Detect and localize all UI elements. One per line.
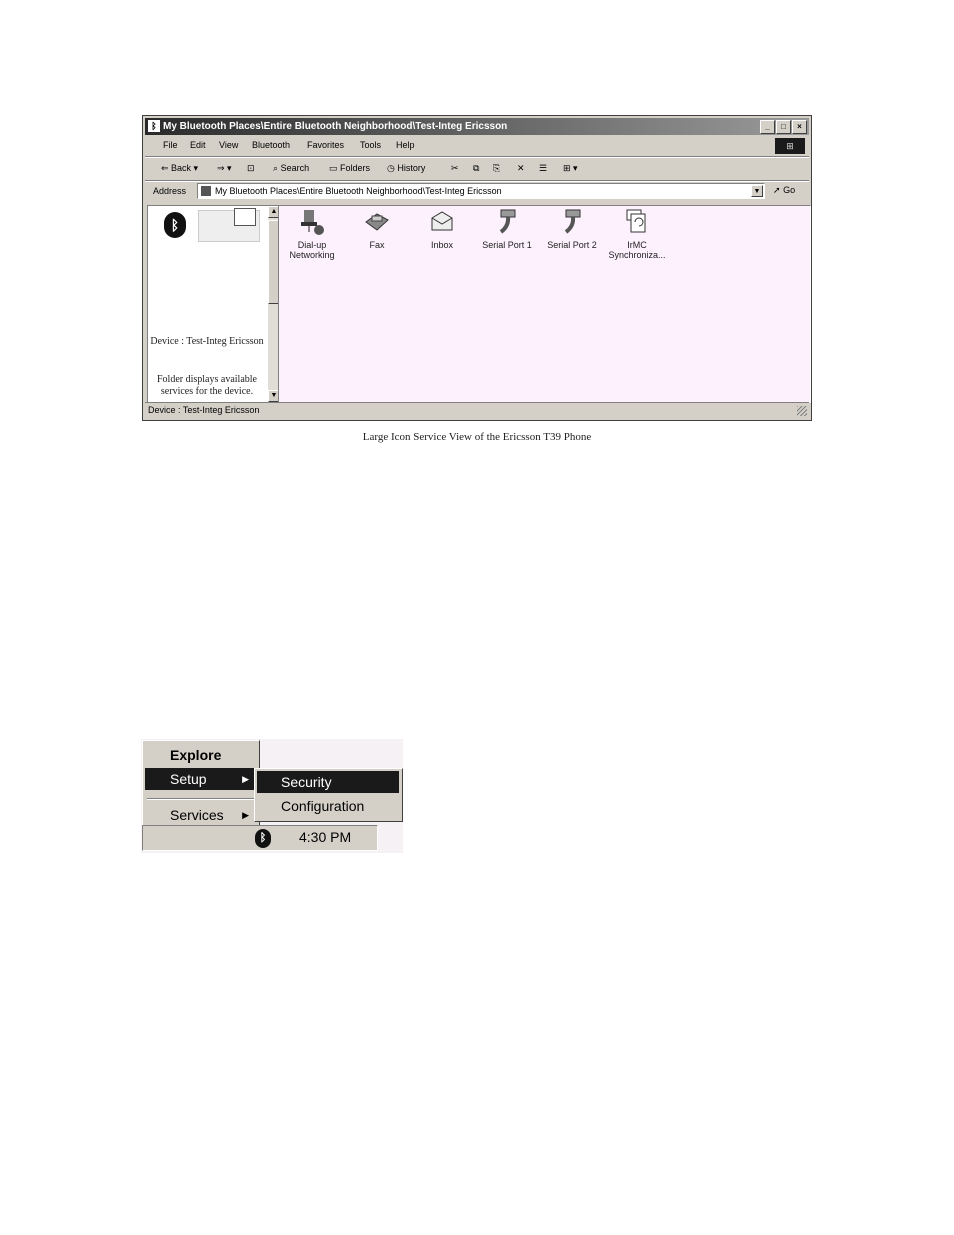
- folders-icon: ▭: [329, 163, 338, 173]
- fax-icon: [363, 208, 391, 236]
- service-fax[interactable]: [346, 208, 408, 250]
- address-bar: [145, 182, 809, 202]
- inbox-icon: [428, 208, 456, 236]
- go-arrow-icon: ➚: [773, 185, 781, 195]
- setup-submenu: [254, 768, 403, 822]
- sync-icon: [623, 208, 651, 236]
- back-button[interactable]: ⇐ Back ▾: [161, 163, 199, 173]
- search-button[interactable]: [273, 163, 309, 174]
- close-button[interactable]: ×: [792, 120, 807, 134]
- window-graphic: [234, 208, 256, 226]
- info-pane: [147, 205, 279, 403]
- window-title: My Bluetooth Places\Entire Bluetooth Neighborhood\Test-Integ Ericsson: [163, 121, 508, 132]
- tray-menu-screenshot: [141, 739, 403, 853]
- history-label: History: [397, 163, 426, 173]
- service-serial-port-1[interactable]: [476, 208, 538, 250]
- bluetooth-icon: ᛒ: [164, 212, 186, 238]
- pane-description: Folder displays available services for the device.: [157, 374, 257, 397]
- address-value: My Bluetooth Places\Entire Bluetooth Neighborhood\Test-Integ Ericsson: [215, 186, 502, 196]
- status-bar: [145, 402, 809, 418]
- address-input[interactable]: [197, 183, 765, 199]
- windows-logo-icon: ⊞: [775, 138, 805, 154]
- menu-item-services[interactable]: [145, 804, 257, 826]
- menu-bluetooth[interactable]: Bluetooth: [252, 140, 291, 150]
- cut-button[interactable]: ✂: [451, 163, 459, 173]
- toolbar: [145, 158, 809, 180]
- menu-file[interactable]: File: [163, 140, 178, 150]
- scroll-down-icon[interactable]: ▼: [268, 390, 279, 402]
- service-label: IrMC Synchroniza...: [608, 240, 666, 260]
- menu-item-label: Services: [170, 807, 224, 823]
- submenu-item-label: Configuration: [281, 798, 365, 814]
- maximize-button[interactable]: □: [776, 120, 791, 134]
- views-button[interactable]: ⊞ ▾: [563, 163, 578, 173]
- copy-button[interactable]: ⧉: [473, 163, 480, 173]
- folders-button[interactable]: [329, 163, 370, 174]
- submenu-arrow-icon: ▶: [242, 810, 249, 820]
- service-label: Serial Port 2: [547, 240, 597, 250]
- search-icon: ⌕: [273, 163, 279, 173]
- service-label: Fax: [369, 240, 385, 250]
- menu-help[interactable]: Help: [396, 140, 415, 150]
- menu-item-label: Explore: [170, 747, 222, 763]
- bluetooth-folder-icon: [201, 186, 211, 196]
- title-bar[interactable]: [145, 118, 809, 135]
- up-folder-button[interactable]: ⊡: [247, 163, 255, 173]
- service-dialup-networking[interactable]: [281, 208, 343, 260]
- menu-item-explore[interactable]: [145, 744, 257, 766]
- resize-grip-icon[interactable]: [797, 406, 807, 416]
- service-label: Serial Port 1: [482, 240, 532, 250]
- chevron-down-icon[interactable]: ▼: [751, 185, 763, 197]
- context-menu: [142, 740, 260, 832]
- history-icon: ◷: [387, 163, 395, 173]
- service-serial-port-2[interactable]: [541, 208, 603, 250]
- service-label: Dial-up Networking: [289, 240, 335, 260]
- tray-clock[interactable]: 4:30 PM: [299, 829, 352, 845]
- submenu-arrow-icon: ▶: [242, 774, 249, 784]
- service-label: Inbox: [430, 240, 454, 250]
- bluetooth-tray-icon[interactable]: ᛒ: [255, 829, 271, 848]
- service-irmc-sync[interactable]: [606, 208, 668, 260]
- delete-button[interactable]: ✕: [517, 163, 525, 173]
- dialup-networking-icon: [298, 208, 326, 236]
- serial-port-icon: [493, 208, 521, 236]
- submenu-item-label: Security: [281, 774, 332, 790]
- scroll-up-icon[interactable]: ▲: [268, 206, 279, 218]
- device-text: Device : Test-Integ Ericsson: [150, 336, 264, 347]
- bluetooth-folder-icon: ᛒ: [148, 120, 160, 132]
- service-inbox[interactable]: [411, 208, 473, 250]
- system-tray: [142, 825, 378, 851]
- go-button[interactable]: [773, 185, 795, 196]
- go-label: Go: [783, 185, 796, 195]
- search-label: Search: [280, 163, 310, 173]
- folders-label: Folders: [340, 163, 371, 173]
- figure-caption: Large Icon Service View of the Ericsson T39 Phone: [362, 431, 592, 443]
- history-button[interactable]: [387, 163, 425, 174]
- menu-bar: [145, 137, 809, 155]
- menu-favorites[interactable]: Favorites: [307, 140, 345, 150]
- properties-button[interactable]: ☰: [539, 163, 548, 173]
- menu-item-label: Setup: [170, 771, 207, 787]
- address-label: Address: [153, 186, 187, 196]
- menu-edit[interactable]: Edit: [190, 140, 206, 150]
- submenu-item-configuration[interactable]: [257, 795, 399, 817]
- services-view: [278, 205, 811, 403]
- paste-button[interactable]: ⎘: [493, 163, 501, 173]
- menu-view[interactable]: View: [219, 140, 239, 150]
- forward-button[interactable]: ⇒ ▾: [217, 163, 232, 173]
- submenu-item-security[interactable]: [257, 771, 399, 793]
- menu-separator: [147, 798, 255, 800]
- explorer-window: [142, 115, 812, 421]
- serial-port-icon: [558, 208, 586, 236]
- status-text: Device : Test-Integ Ericsson: [148, 405, 260, 415]
- menu-tools[interactable]: Tools: [360, 140, 382, 150]
- minimize-button[interactable]: _: [760, 120, 775, 134]
- menu-item-setup[interactable]: [145, 768, 257, 790]
